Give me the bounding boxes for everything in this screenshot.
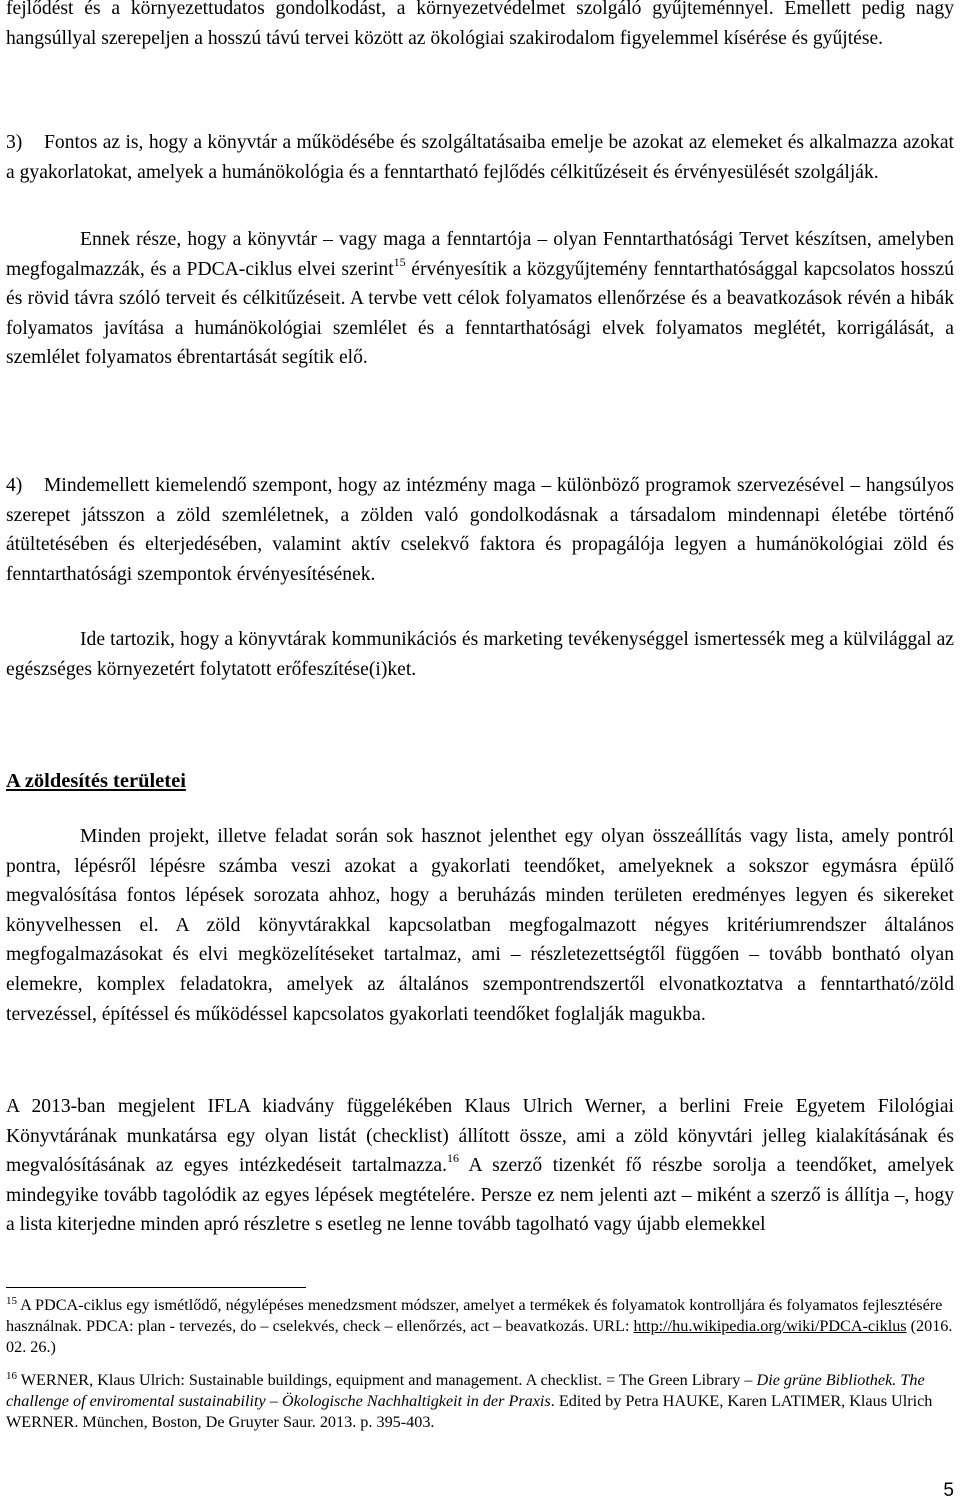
list-item-4 <box>6 471 954 589</box>
paragraph-text: A 2013-ban megjelent IFLA kiadvány függelékében Klaus Ulrich Werner, a berlini Freie Egyetem Filológiai Könyvtárának munkatársa egy olyan listát (checklist) állított össze, ami a zöld könyvtári jelleg kialakításának és megvalósításának az egyes intézkedéseit tartalmazza. <box>6 1096 954 1177</box>
footnote-ref-15[interactable]: 15 <box>393 254 406 269</box>
section-heading: A zöldesítés területei <box>6 770 186 792</box>
list-item-4-paragraph-2: Ide tartozik, hogy a könyvtárak kommunikációs és marketing tevékenységgel ismertessék meg a külvilággal az egészséges környezetért folytatott erőfeszítése(i)ket. <box>6 629 954 680</box>
list-item-3-paragraph-2 <box>6 225 954 373</box>
paragraph-text: érvényesítik a közgyűjtemény fenntarthatósággal kapcsolatos hosszú és rövid távra szóló terveit és célkitűzéseit. A tervbe vett célok folyamatos ellenőrzése és a beavatkozások révén a hibák folyamatos javítása a humánökológiai szemlélet és a fenntarthatósági elvek folyamatos meglétét, korrigálását, a szemlélet folyamatos ébrentartását segítik elő. <box>6 258 954 369</box>
intro-paragraph: fejlődést és a környezettudatos gondolkodást, a környezetvédelmet szolgáló gyűjteménnyel. Emellett pedig nagy hangsúllyal szerepeljen a hosszú távú tervei között az ökológiai szakirodalom figyelemmel kísérése és gyűjtése. <box>6 0 954 49</box>
list-item-3 <box>6 128 954 187</box>
footnote-number: 15 <box>6 1295 17 1307</box>
paragraph-text: A szerző tizenkét fő részbe sorolja a teendőket, amelyek mindegyike tovább tagolódik az egyes lépések megtételére. Persze ez nem jelenti azt – miként a szerző is állítja –, hogy a lista kiterjedne minden apró részletre s esetleg ne lenne tovább tagolható vagy újabb elemekkel <box>6 1155 954 1236</box>
section-paragraph-2 <box>6 1092 954 1240</box>
paragraph-text: Ennek része, hogy a könyvtár – vagy maga a fenntartója – olyan Fenntarthatósági Tervet készítsen, amelyben megfogalmazzák, és a PDCA-ciklus elvei szerint <box>6 229 954 280</box>
footnote-link[interactable]: http://hu.wikipedia.org/wiki/PDCA-ciklus <box>633 1317 907 1335</box>
footnote-15 <box>6 1295 954 1358</box>
list-number-4: 4) <box>6 475 23 496</box>
list-item-4-text: Mindemellett kiemelendő szempont, hogy az intézmény maga – különböző programok szervezésével – hangsúlyos szerepet játsszon a zöld szemléletnek, a zölden való gondolkodásnak a társadalom mindennapi életébe történő átültetésében és elterjedésében, valamint aktív cselekvő faktora és propagálója legyen a humánökológiai zöld és fenntarthatósági szempontok érvényesítésének. <box>6 475 954 585</box>
footnote-italic-title: Die grüne Bibliothek. The challenge of enviromental sustainability – Ökologische Nachhaltigkeit in der Praxis <box>6 1371 925 1410</box>
footnote-text: . Edited by Petra HAUKE, Karen LATIMER, Klaus Ulrich WERNER. München, Boston, De Gruyter Saur. 2013. p. 395-403. <box>6 1392 933 1431</box>
footnote-text: A PDCA-ciklus egy ismétlődő, négylépéses menedzsment módszer, amelyet a termékek és folyamatok kontrolljára és folyamatos fejlesztésére használnak. PDCA: plan - tervezés, do – cselekvés, check – ellenőrzés, act – beavatkozás. URL: <box>6 1296 943 1335</box>
footnote-ref-16[interactable]: 16 <box>447 1151 460 1166</box>
list-item-3-text: Fontos az is, hogy a könyvtár a működésébe és szolgáltatásaiba emelje be azokat az elemeket és alkalmazza azokat a gyakorlatokat, amelyek a humánökológia és a fenntartható fejlődés célkitűzéseit és érvényesülését szolgálják. <box>6 132 954 183</box>
footnote-number: 16 <box>6 1370 17 1382</box>
footnote-text: (2016. 02. 26.) <box>6 1317 953 1356</box>
page-number: 5 <box>943 1480 954 1501</box>
footnote-16 <box>6 1370 954 1433</box>
list-number-3: 3) <box>6 132 23 153</box>
footnote-divider <box>6 1287 306 1288</box>
section-paragraph-1: Minden projekt, illetve feladat során sok hasznot jelenthet egy olyan összeállítás vagy lista, amely pontról pontra, lépésről lépésre számba veszi azokat a gyakorlati teendőket, amelyeknek a sokszor egymásra épülő megvalósítása fontos lépések sorozata ahhoz, hogy a beruházás minden területen eredményes legyen és sikereket könyvelhessen el. A zöld könyvtárakkal kapcsolatban megfogalmazott négyes kritériumrendszer általános megfogalmazásokat és elvi megközelítéseket tartalmaz, ami – részletezettségtől függően – tovább bontható olyan elemekre, komplex feladatokra, amelyek az általános szempontrendszertől elvonatkoztatva a fenntartható/zöld tervezéssel, építéssel és működéssel kapcsolatos gyakorlati teendőket foglalják magukba. <box>6 826 954 1025</box>
footnote-text: WERNER, Klaus Ulrich: Sustainable buildings, equipment and management. A checklist. = The Green Library – <box>17 1371 757 1389</box>
